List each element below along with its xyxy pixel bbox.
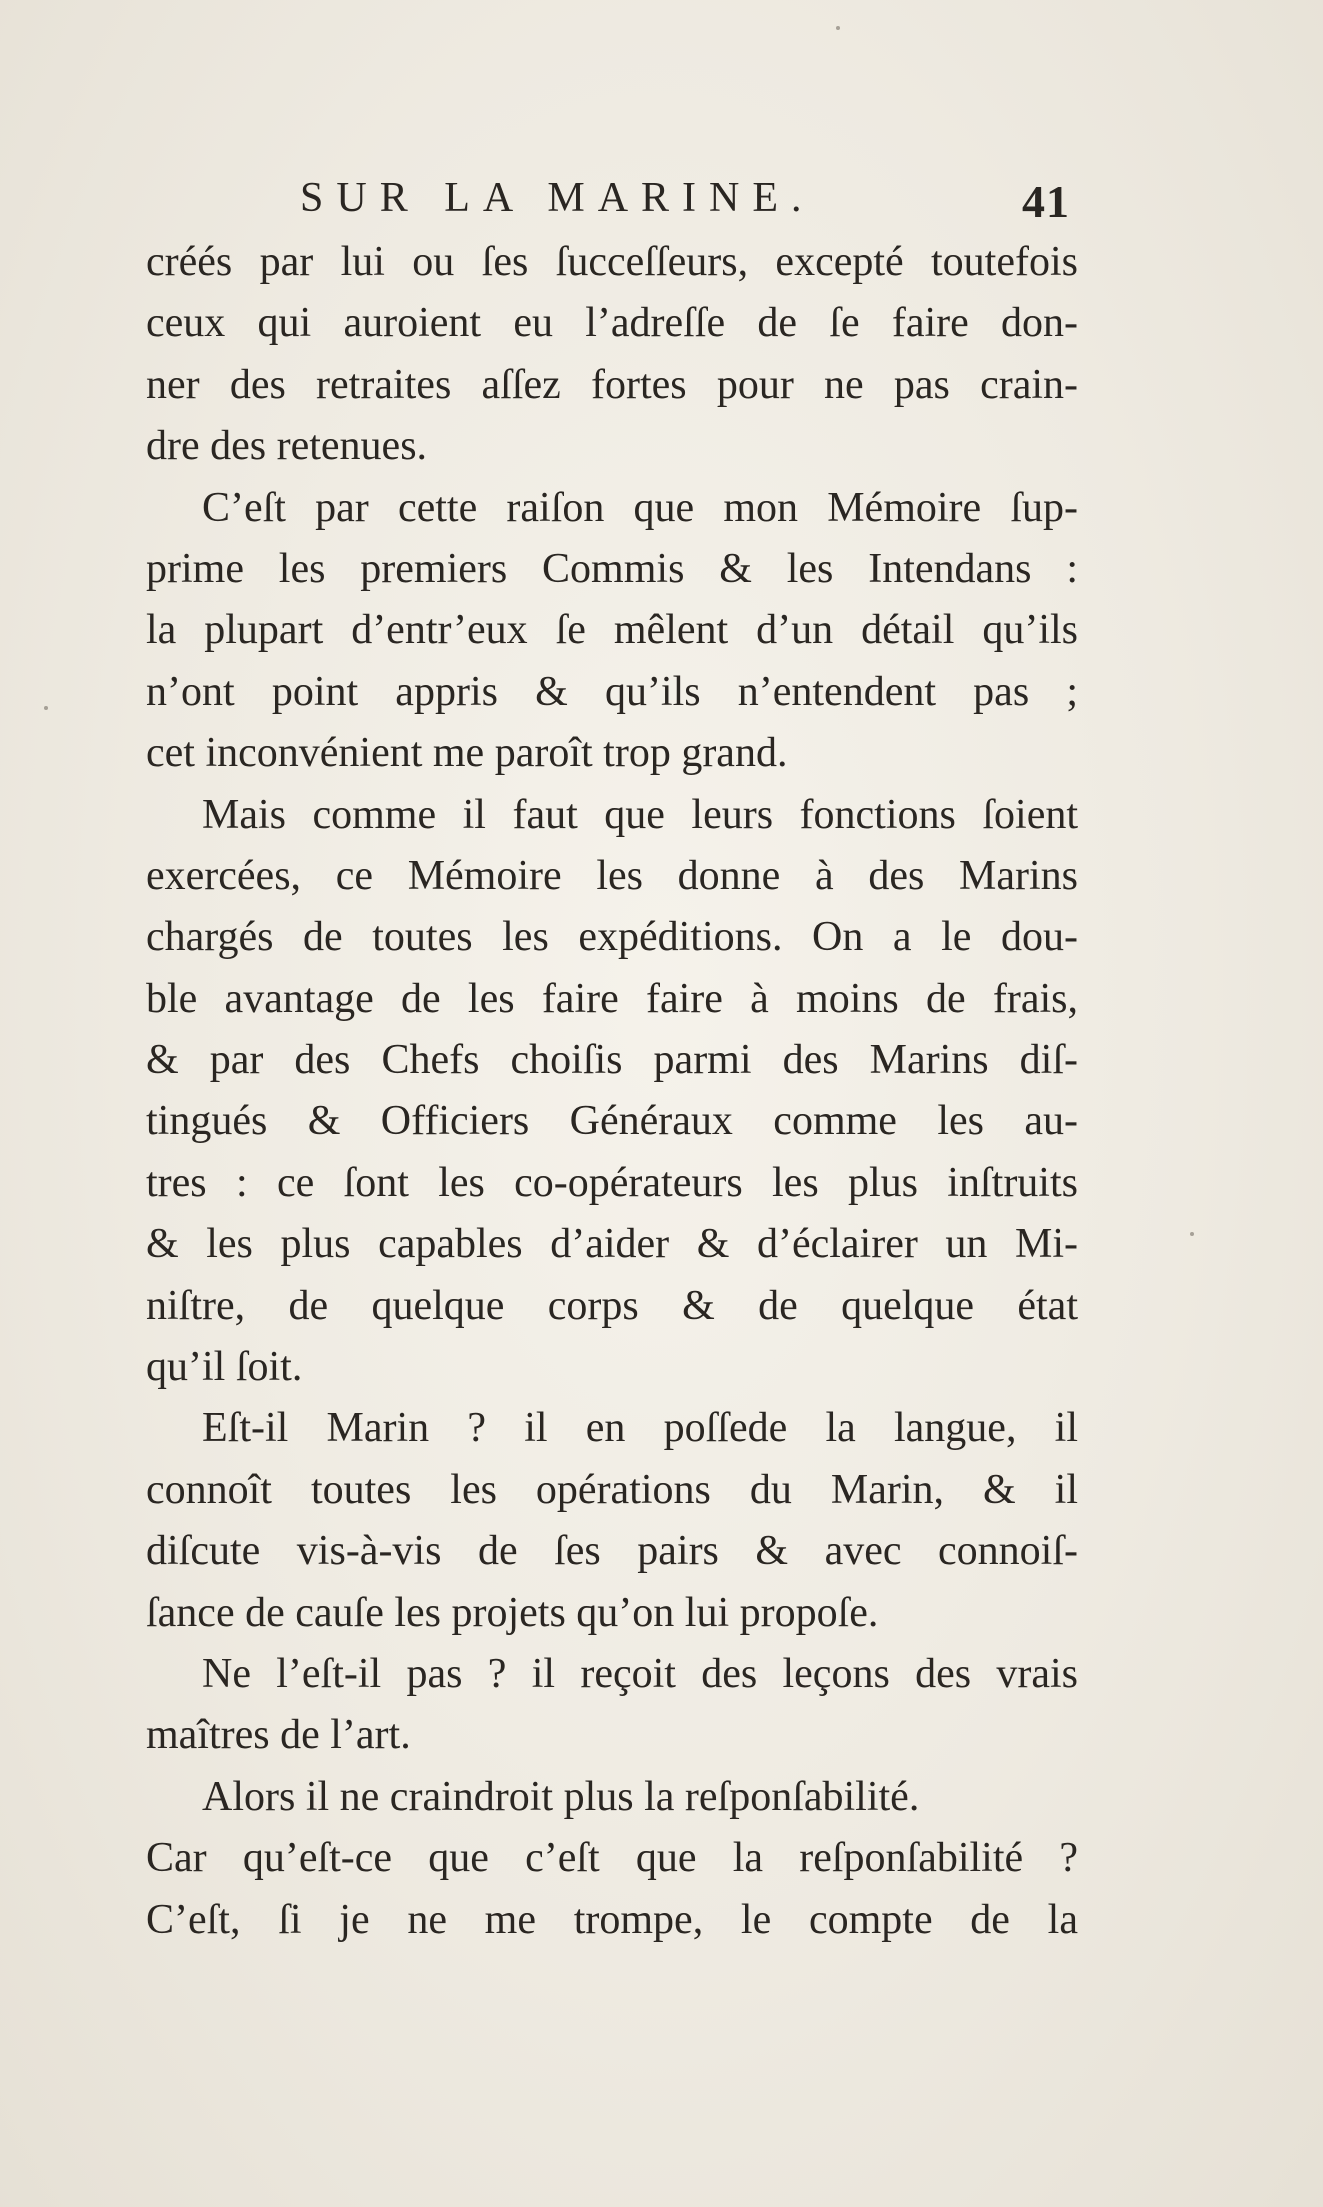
text-line: tingués & Officiers Généraux comme les au- (146, 1098, 1078, 1145)
paper-speck (44, 706, 48, 710)
text-line: & les plus capables d’aider & d’éclairer un Mi- (146, 1221, 1078, 1268)
text-line: chargés de toutes les expéditions. On a le dou- (146, 914, 1078, 961)
running-head-title: SUR LA MARINE. (300, 175, 815, 221)
text-line: ceux qui auroient eu l’adreſſe de ſe faire don- (146, 300, 1078, 347)
text-line: ſance de cauſe les projets qu’on lui propoſe. (146, 1589, 879, 1636)
text-line: C’eſt, ſi je ne me trompe, le compte de la (146, 1896, 1078, 1943)
text-line: C’eſt par cette raiſon que mon Mémoire ſup- (202, 484, 1078, 531)
paper-speck (836, 26, 840, 30)
text-line: n’ont point appris & qu’ils n’entendent pas ; (146, 668, 1078, 715)
paper-speck (1190, 1232, 1194, 1236)
body-text (146, 232, 1078, 1951)
text-line: maîtres de l’art. (146, 1712, 411, 1759)
text-line: prime les premiers Commis & les Intendans : (146, 545, 1078, 592)
text-line: cet inconvénient me paroît trop grand. (146, 730, 788, 777)
text-line: Ne l’eſt-il pas ? il reçoit des leçons des vrais (202, 1650, 1078, 1697)
text-line: créés par lui ou ſes ſucceſſeurs, excepté toutefois (146, 239, 1078, 285)
text-line: Eſt-il Marin ? il en poſſede la langue, il (202, 1405, 1078, 1452)
text-line: ner des retraites aſſez fortes pour ne pas crain- (146, 361, 1078, 408)
text-line: exercées, ce Mémoire les donne à des Marins (146, 852, 1078, 899)
text-line: Car qu’eſt-ce que c’eſt que la reſponſabilité ? (146, 1835, 1078, 1882)
text-line: tres : ce ſont les co-opérateurs les plus inſtruits (146, 1159, 1078, 1206)
text-line: Alors il ne craindroit plus la reſponſabilité. (202, 1773, 920, 1820)
text-line: connoît toutes les opérations du Marin, & il (146, 1466, 1078, 1513)
page-number: 41 (1022, 176, 1070, 227)
text-line: qu’il ſoit. (146, 1344, 303, 1391)
text-line: & par des Chefs choiſis parmi des Marins diſ- (146, 1037, 1078, 1084)
text-line: ble avantage de les faire faire à moins de frais, (146, 975, 1078, 1022)
text-line: Mais comme il faut que leurs fonctions ſoient (202, 791, 1078, 838)
text-line: dre des retenues. (146, 423, 428, 470)
text-line: niſtre, de quelque corps & de quelque état (146, 1282, 1078, 1329)
text-line: la plupart d’entr’eux ſe mêlent d’un détail qu’ils (146, 607, 1078, 654)
text-line: diſcute vis-à-vis de ſes pairs & avec connoiſ- (146, 1528, 1078, 1575)
